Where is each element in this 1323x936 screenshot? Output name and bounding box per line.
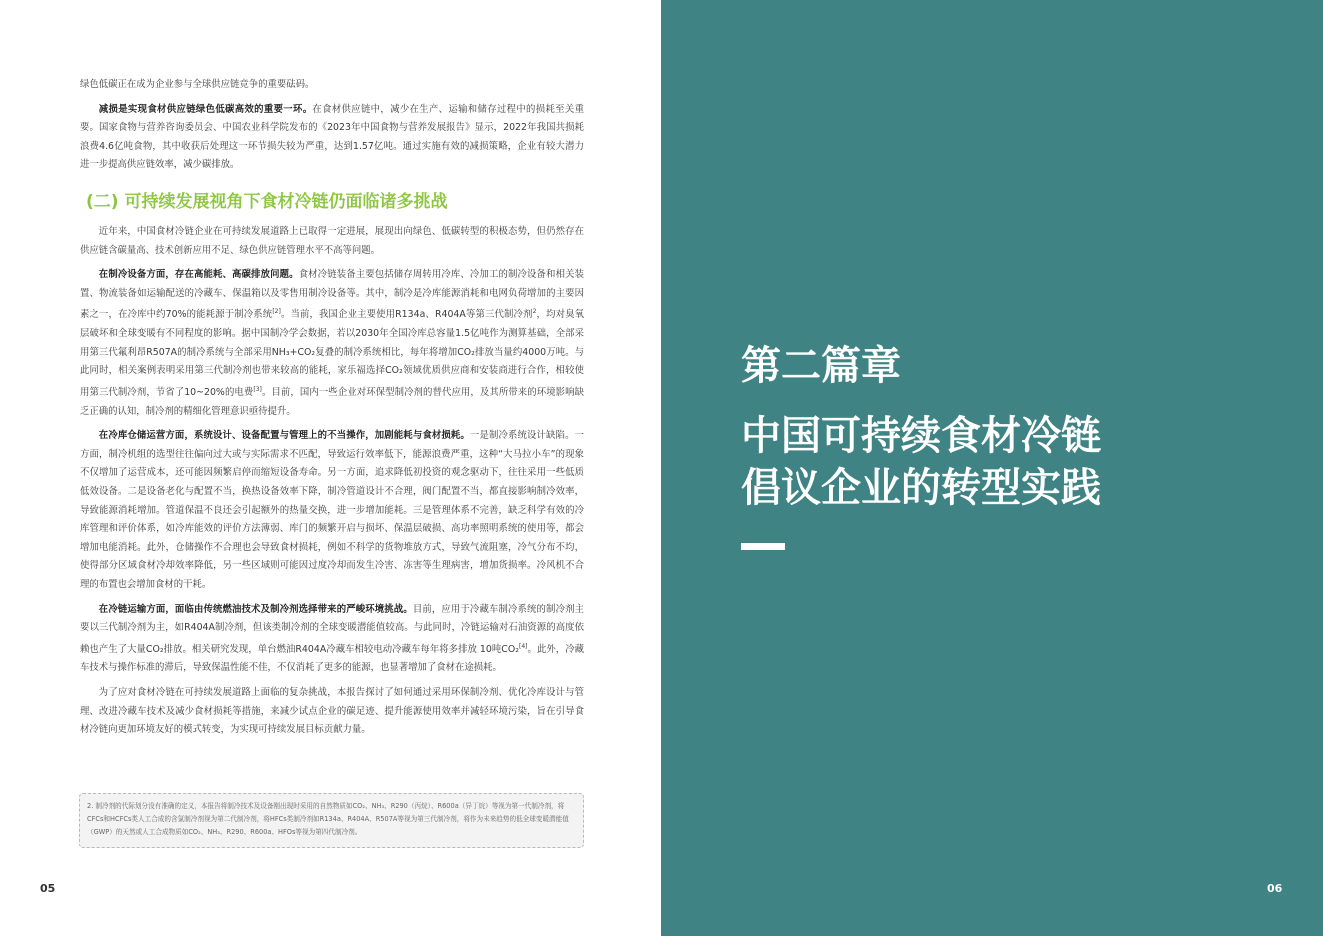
paragraph-4-body-a: 食材冷链装备主要包括储存周转用冷库、冷加工的制冷设备和相关装置、物流装备如运输配送的冷藏车、保温箱以及零售用制冷设备等。其中，制冷是冷库能源消耗和电网负荷增加的主要因素之一，在冷库中约70%的能耗源于制冷系统 — [80, 269, 584, 321]
paragraph-4-body-b: 。当前，我国企业主要使用R134a、R404A等第三代制冷剂 — [280, 309, 533, 321]
chapter-divider-bar — [741, 543, 785, 550]
paragraph-1: 绿色低碳正在成为企业参与全球供应链竞争的重要砝码。 — [80, 79, 315, 90]
page-number-right: 06 — [1267, 882, 1283, 895]
section-heading: (二) 可持续发展视角下食材冷链仍面临诸多挑战 — [86, 191, 448, 212]
chapter-title — [741, 340, 1101, 514]
left-page — [0, 0, 661, 936]
paragraph-6-body-a: 目前，应用于冷藏车制冷系统的制冷剂主要以三代制冷剂为主，如R404A制冷剂，但该类制冷剂的全球变暖潜能值较高。与此同时，冷链运输对石油资源的高度依赖也产生了大量CO₂排放。相关研究发现，单台燃油R404A冷藏车相较电动冷藏车每年将多排放 10吨CO₂ — [80, 603, 584, 655]
paragraph-2-lead: 减损是实现食材供应链绿色低碳高效的重要一环。 — [98, 103, 313, 115]
citation-4[interactable]: [4] — [519, 642, 528, 650]
paragraph-2-body: 在食材供应链中，减少在生产、运输和储存过程中的损耗至关重要。国家食物与营养咨询委员会、中国农业科学院发布的《2023年中国食物与营养发展报告》显示，2022年我国共损耗浪费4.6亿吨食物，其中收获后处理这一环节损失较为严重，达到1.57亿吨。通过实施有效的减损策略，企业有较大潜力进一步提高供应链效率，减少碳排放。 — [80, 103, 584, 171]
right-page — [661, 0, 1323, 936]
paragraph-6 — [80, 601, 584, 679]
chapter-label: 第二篇章 — [741, 343, 901, 389]
body-text-column — [80, 76, 584, 746]
page-number-left: 05 — [40, 882, 56, 895]
paragraph-4 — [80, 266, 584, 421]
paragraph-6-lead: 在冷链运输方面，面临由传统燃油技术及制冷剂选择带来的严峻环境挑战。 — [98, 603, 413, 615]
paragraph-5-body: 一是制冷系统设计缺陷。一方面，制冷机组的选型往往偏向过大或与实际需求不匹配，导致运行效率低下，能源浪费严重，这种“大马拉小车”的现象不仅增加了运营成本，还可能因频繁启停而缩短设备寿命。另一方面，追求降低初投资的观念驱动下，往往采用一些低质低效设备。二是设备老化与配置不当，换热设备效率下降，制冷管道设计不合理，阀门配置不当，都直接影响制冷效率，导致能源消耗增加。管道保温不良还会引起额外的热量交换，进一步增加能耗。三是管理体系不完善，缺乏科学有效的冷库管理和评价体系，如冷库能效的评价方法薄弱、库门的频繁开启与损坏、保温层破损、高功率照明系统的使用等，都会增加电能消耗。此外，仓储操作不合理也会导致食材损耗，例如不科学的货物堆放方式，导致气流阻塞，冷气分布不均，使得部分区域食材冷却效率降低，另一些区域则可能因过度冷却而发生冷害、冻害等生理病害，增加货损率。冷风机不合理的布置也会增加食材的干耗。 — [80, 430, 584, 590]
chapter-title-line-2: 倡议企业的转型实践 — [741, 465, 1101, 511]
paragraph-3: 近年来，中国食材冷链企业在可持续发展道路上已取得一定进展，展现出向绿色、低碳转型的积极态势，但仍然存在供应链含碳量高、技术创新应用不足、绿色供应链管理水平不高等问题。 — [80, 225, 584, 256]
citation-2[interactable]: [2] — [272, 308, 281, 316]
footnote-marker-2[interactable]: 2 — [532, 308, 537, 316]
paragraph-4-body-c: ，均对臭氧层破坏和全球变暖有不同程度的影响。据中国制冷学会数据，若以2030年全国冷库总容量1.5亿吨作为测算基础，全部采用第三代氟利昂R507A的制冷系统与全部采用NH₃+CO₂复叠的制冷系统相比，每年将增加CO₂排放当量约4000万吨。与此同时，相关案例表明采用第三代制冷剂也带来较高的能耗，家乐福选择CO₂领域优质供应商和安装商进行合作，相较使用第三代制冷剂，节省了10~20%的电费 — [80, 309, 584, 398]
paragraph-6-body-b: 。此外，冷藏车技术与操作标准的滞后，导致保温性能不佳，不仅消耗了更多的能源，也显著增加了食材在途损耗。 — [80, 643, 584, 674]
chapter-title-line-1: 中国可持续食材冷链 — [741, 413, 1101, 459]
paragraph-5 — [80, 427, 584, 594]
paragraph-4-body-d: 。目前，国内一些企业对环保型制冷剂的替代应用，及其所带来的环境影响缺乏正确的认知，制冷剂的精细化管理意识亟待提升。 — [80, 386, 584, 417]
paragraph-5-lead: 在冷库仓储运营方面，系统设计、设备配置与管理上的不当操作，加剧能耗与食材损耗。 — [98, 430, 470, 442]
paragraph-4-lead: 在制冷设备方面，存在高能耗、高碳排放问题。 — [98, 269, 299, 281]
citation-3[interactable]: [3] — [253, 385, 262, 393]
footnote-box: 2. 制冷剂的代际划分没有准确的定义，本报告将制冷技术及设备刚出现时采用的自然物质如CO₂、NH₃、R290（丙烷）、R600a（异丁烷）等视为第一代制冷剂，将CFCs和HCFCs类人工合成的含氯制冷剂视为第二代制冷剂，将HFCs类制冷剂如R134a、R404A、R507A等视为第三代制冷剂，将作为未来趋势的低全球变暖潜能值（GWP）的天然或人工合成物质如CO₂、NH₃、R290、R600a、HFOs等视为第四代制冷剂。 — [79, 793, 584, 848]
paragraph-7: 为了应对食材冷链在可持续发展道路上面临的复杂挑战，本报告探讨了如何通过采用环保制冷剂、优化冷库设计与管理、改进冷藏车技术及减少食材损耗等措施，来减少试点企业的碳足迹、提升能源使用效率并减轻环境污染，旨在引导食材冷链向更加环境友好的模式转变，为实现可持续发展目标贡献力量。 — [80, 687, 584, 736]
paragraph-2 — [80, 101, 584, 175]
